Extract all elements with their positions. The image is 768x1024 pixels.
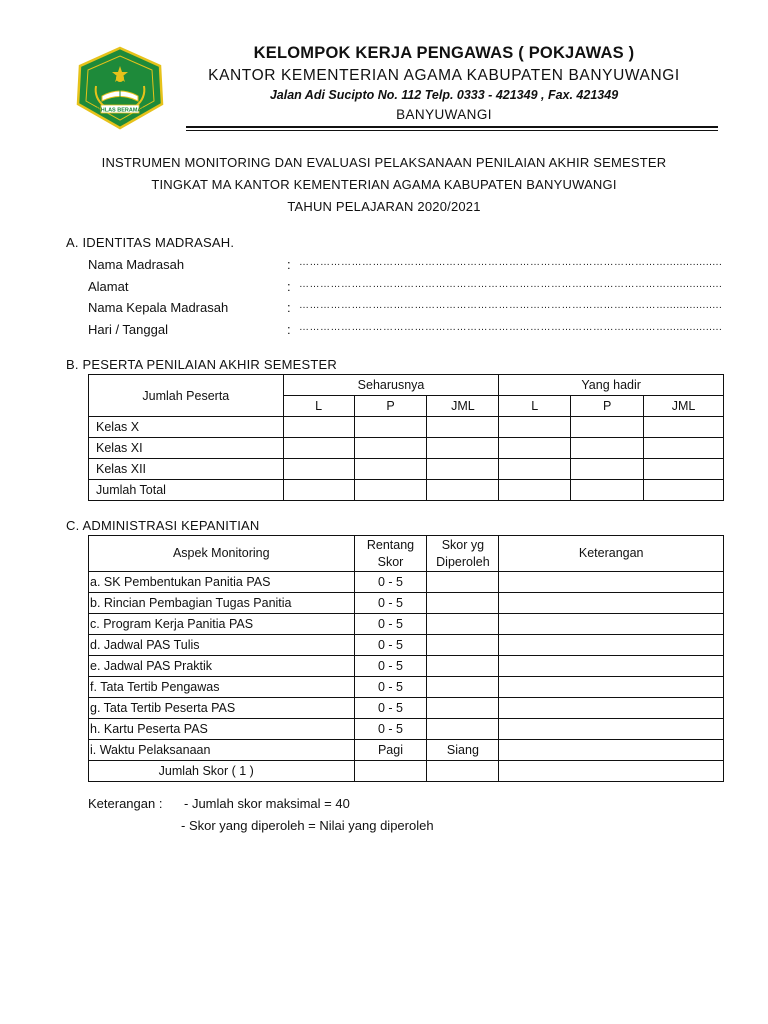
note-max-score: - Jumlah skor maksimal = 40 xyxy=(184,796,350,811)
score-range: 0 - 5 xyxy=(354,572,427,593)
header-rentang-line-2: Skor xyxy=(377,554,404,569)
document-title-line-1: INSTRUMEN MONITORING DAN EVALUASI PELAKSANAAN PENILAIAN AKHIR SEMESTER xyxy=(101,155,667,170)
score-cell[interactable] xyxy=(427,635,499,656)
field-colon: : xyxy=(287,279,291,294)
table-cell[interactable] xyxy=(283,417,354,438)
aspect-label: f. Tata Tertib Pengawas xyxy=(89,677,355,698)
remarks-cell[interactable] xyxy=(499,614,724,635)
header-skor-diperoleh xyxy=(427,536,499,572)
ministry-logo xyxy=(74,46,166,130)
subheader-jml: JML xyxy=(427,396,499,417)
table-cell[interactable] xyxy=(571,438,644,459)
header-yang-hadir: Yang hadir xyxy=(499,375,724,396)
table-cell[interactable] xyxy=(571,459,644,480)
letterhead-city: BANYUWANGI xyxy=(396,107,492,122)
score-range: 0 - 5 xyxy=(354,677,427,698)
field-colon: : xyxy=(287,300,291,315)
table-row xyxy=(89,593,724,614)
identity-row-kepala-madrasah xyxy=(88,300,723,320)
table-cell[interactable] xyxy=(644,480,724,501)
identity-row-hari-tanggal xyxy=(88,322,723,342)
field-colon: : xyxy=(287,322,291,337)
table-cell[interactable] xyxy=(354,417,427,438)
participants-table xyxy=(88,374,724,501)
score-range: 0 - 5 xyxy=(354,719,427,740)
remarks-cell[interactable] xyxy=(499,572,724,593)
table-row xyxy=(89,438,724,459)
table-row xyxy=(89,480,724,501)
table-cell[interactable] xyxy=(354,459,427,480)
table-row xyxy=(89,677,724,698)
table-row xyxy=(89,572,724,593)
note-label: Keterangan : xyxy=(88,796,163,811)
score-range: 0 - 5 xyxy=(354,614,427,635)
table-row xyxy=(89,656,724,677)
header-jumlah-peserta: Jumlah Peserta xyxy=(89,375,284,417)
total-cell[interactable] xyxy=(499,761,724,782)
table-row xyxy=(89,698,724,719)
fill-in-line[interactable]: ……………………………………………………………………………………………................. xyxy=(299,322,723,333)
total-cell[interactable] xyxy=(427,761,499,782)
score-cell[interactable] xyxy=(427,677,499,698)
table-row-total xyxy=(89,761,724,782)
remarks-cell[interactable] xyxy=(499,719,724,740)
field-colon: : xyxy=(287,257,291,272)
section-a-heading: A. IDENTITAS MADRASAH. xyxy=(66,235,235,250)
table-cell[interactable] xyxy=(427,459,499,480)
aspect-label: a. SK Pembentukan Panitia PAS xyxy=(89,572,355,593)
svg-text:IKHLAS BERAMAL: IKHLAS BERAMAL xyxy=(95,107,145,114)
aspect-label: i. Waktu Pelaksanaan xyxy=(89,740,355,761)
document-title-line-3: TAHUN PELAJARAN 2020/2021 xyxy=(287,199,481,214)
table-row xyxy=(89,417,724,438)
subheader-jml: JML xyxy=(644,396,724,417)
score-cell[interactable] xyxy=(427,614,499,635)
aspect-label: g. Tata Tertib Peserta PAS xyxy=(89,698,355,719)
table-cell[interactable] xyxy=(283,480,354,501)
subheader-p: P xyxy=(354,396,427,417)
field-label: Alamat xyxy=(88,279,129,294)
score-cell[interactable] xyxy=(427,698,499,719)
table-row xyxy=(89,740,724,761)
table-cell[interactable] xyxy=(283,459,354,480)
field-label: Nama Madrasah xyxy=(88,257,185,272)
field-label: Hari / Tanggal xyxy=(88,322,168,337)
score-range: 0 - 5 xyxy=(354,593,427,614)
aspect-label: b. Rincian Pembagian Tugas Panitia xyxy=(89,593,355,614)
identity-row-nama-madrasah xyxy=(88,257,723,277)
table-row xyxy=(89,614,724,635)
letterhead-office-name: KANTOR KEMENTERIAN AGAMA KABUPATEN BANYUWANGI xyxy=(208,67,680,84)
table-cell[interactable] xyxy=(354,438,427,459)
score-range: 0 - 5 xyxy=(354,698,427,719)
section-c-heading: C. ADMINISTRASI KEPANITIAN xyxy=(66,518,260,533)
table-cell[interactable] xyxy=(571,417,644,438)
table-cell[interactable] xyxy=(499,417,571,438)
table-cell[interactable] xyxy=(499,459,571,480)
table-cell[interactable] xyxy=(283,438,354,459)
score-range: 0 - 5 xyxy=(354,656,427,677)
table-cell[interactable] xyxy=(644,417,724,438)
header-keterangan: Keterangan xyxy=(499,536,724,572)
table-cell[interactable] xyxy=(644,459,724,480)
aspect-label: c. Program Kerja Panitia PAS xyxy=(89,614,355,635)
subheader-l: L xyxy=(283,396,354,417)
letterhead-rule-thin xyxy=(186,130,718,131)
aspect-label: d. Jadwal PAS Tulis xyxy=(89,635,355,656)
letterhead-org-name: KELOMPOK KERJA PENGAWAS ( POKJAWAS ) xyxy=(253,44,635,62)
header-rentang-skor xyxy=(354,536,427,572)
time-option-siang: Siang xyxy=(427,740,499,761)
table-cell[interactable] xyxy=(427,438,499,459)
fill-in-line[interactable]: ……………………………………………………………………………………………................. xyxy=(299,279,723,290)
remarks-cell[interactable] xyxy=(499,593,724,614)
header-skor-line-2: Diperoleh xyxy=(436,554,490,569)
score-cell[interactable] xyxy=(427,656,499,677)
remarks-cell[interactable] xyxy=(499,740,724,761)
administration-table xyxy=(88,535,724,782)
table-row xyxy=(89,459,724,480)
remarks-cell[interactable] xyxy=(499,698,724,719)
letterhead-rule xyxy=(186,126,718,128)
total-label: Jumlah Skor ( 1 ) xyxy=(89,761,355,782)
table-cell[interactable] xyxy=(499,438,571,459)
table-row xyxy=(89,635,724,656)
table-cell[interactable] xyxy=(427,417,499,438)
remarks-cell[interactable] xyxy=(499,635,724,656)
table-cell[interactable] xyxy=(427,480,499,501)
identity-row-alamat xyxy=(88,279,723,299)
document-title-line-2: TINGKAT MA KANTOR KEMENTERIAN AGAMA KABUPATEN BANYUWANGI xyxy=(151,177,617,192)
table-cell[interactable] xyxy=(644,438,724,459)
remarks-cell[interactable] xyxy=(499,677,724,698)
header-skor-line-1: Skor yg xyxy=(441,537,485,552)
row-label: Kelas XII xyxy=(89,459,284,480)
header-rentang-line-1: Rentang xyxy=(366,537,415,552)
fill-in-line[interactable]: ……………………………………………………………………………………………................. xyxy=(299,257,723,268)
section-b-heading: B. PESERTA PENILAIAN AKHIR SEMESTER xyxy=(66,357,337,372)
score-cell[interactable] xyxy=(427,719,499,740)
row-label: Kelas X xyxy=(89,417,284,438)
subheader-l: L xyxy=(499,396,571,417)
letterhead-address: Jalan Adi Sucipto No. 112 Telp. 0333 - 421349 , Fax. 421349 xyxy=(269,88,619,102)
row-label: Kelas XI xyxy=(89,438,284,459)
table-cell[interactable] xyxy=(571,480,644,501)
fill-in-line[interactable]: ……………………………………………………………………………………………................. xyxy=(299,300,723,311)
note-score-obtained: - Skor yang diperoleh = Nilai yang diperoleh xyxy=(181,818,434,833)
aspect-label: e. Jadwal PAS Praktik xyxy=(89,656,355,677)
aspect-label: h. Kartu Peserta PAS xyxy=(89,719,355,740)
header-seharusnya: Seharusnya xyxy=(283,375,499,396)
subheader-p: P xyxy=(571,396,644,417)
row-label: Jumlah Total xyxy=(89,480,284,501)
total-cell[interactable] xyxy=(354,761,427,782)
table-cell[interactable] xyxy=(499,480,571,501)
header-aspek-monitoring: Aspek Monitoring xyxy=(89,536,355,572)
remarks-cell[interactable] xyxy=(499,656,724,677)
field-label: Nama Kepala Madrasah xyxy=(88,300,229,315)
time-option-pagi: Pagi xyxy=(354,740,427,761)
score-cell[interactable] xyxy=(427,572,499,593)
table-cell[interactable] xyxy=(354,480,427,501)
score-range: 0 - 5 xyxy=(354,635,427,656)
score-cell[interactable] xyxy=(427,593,499,614)
table-row xyxy=(89,719,724,740)
